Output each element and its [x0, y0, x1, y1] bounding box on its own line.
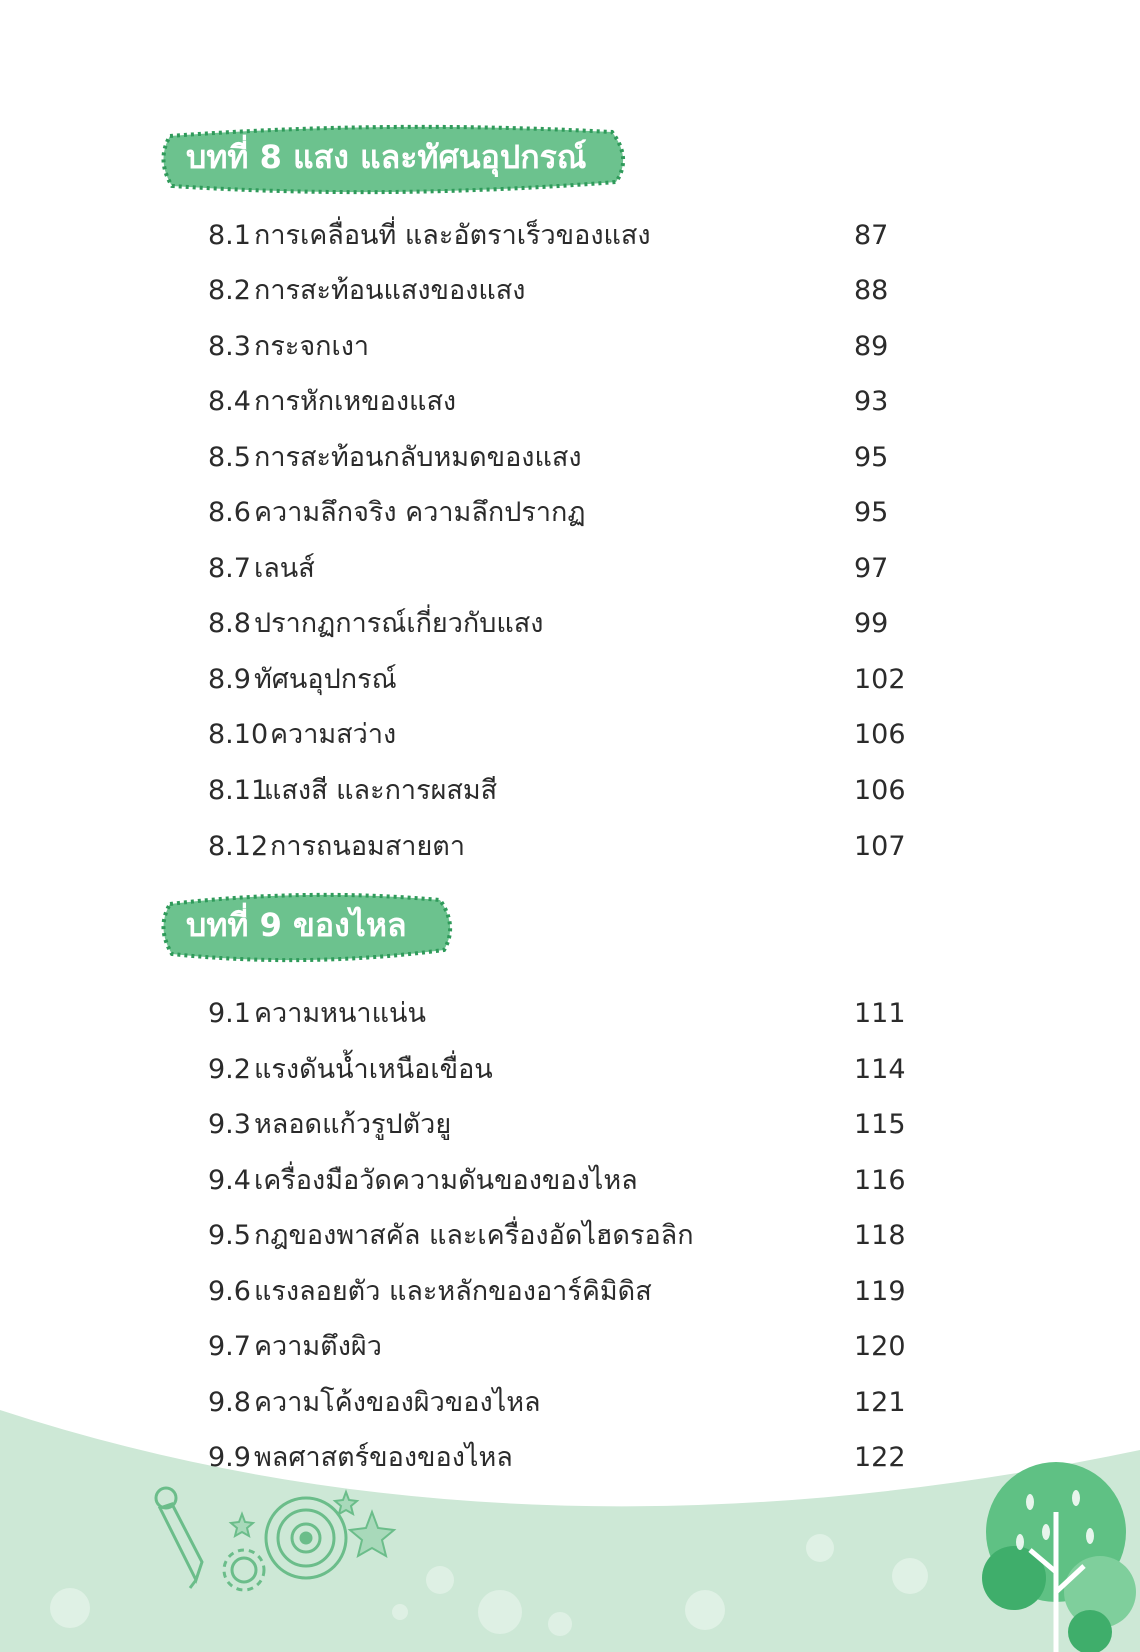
- toc-row[interactable]: [208, 216, 908, 256]
- chapter-title: บทที่ 9 ของไหล: [186, 906, 407, 944]
- toc-page-number: 120: [854, 1331, 906, 1362]
- toc-row[interactable]: [208, 1161, 908, 1201]
- toc-number: 9.5: [208, 1220, 251, 1251]
- toc-number: 8.2: [208, 275, 251, 306]
- toc-title: ความสว่าง: [270, 719, 397, 750]
- toc-title: ความโค้งของผิวของไหล: [254, 1387, 541, 1418]
- toc-page-number: 119: [854, 1276, 906, 1307]
- toc-title: การเคลื่อนที่ และอัตราเร็วของแสง: [254, 220, 651, 251]
- toc-number: 9.8: [208, 1387, 251, 1418]
- chapter-title: บทที่ 8 แสง และทัศนอุปกรณ์: [186, 138, 587, 176]
- toc-number: 9.3: [208, 1109, 251, 1140]
- toc-number: 8.7: [208, 553, 251, 584]
- pencil-icon: [156, 1488, 202, 1588]
- toc-row[interactable]: [208, 549, 908, 589]
- toc-page-number: 106: [854, 719, 906, 750]
- toc-number: 8.3: [208, 331, 251, 362]
- toc-page-number: 114: [854, 1054, 906, 1085]
- toc-row[interactable]: [208, 271, 908, 311]
- toc-row[interactable]: [208, 327, 908, 367]
- toc-number: 8.1: [208, 220, 251, 251]
- toc-title: การหักเหของแสง: [254, 386, 457, 417]
- toc-page-number: 106: [854, 775, 906, 806]
- toc-number: 9.1: [208, 998, 251, 1029]
- toc-title: ปรากฏการณ์เกี่ยวกับแสง: [254, 608, 544, 639]
- toc-number: 9.2: [208, 1054, 251, 1085]
- toc-title: แสงสี และการผสมสี: [264, 775, 498, 806]
- toc-number: 9.6: [208, 1276, 251, 1307]
- toc-page-number: 116: [854, 1165, 906, 1196]
- toc-title: การสะท้อนแสงของแสง: [254, 275, 526, 306]
- toc-page-number: 93: [854, 386, 889, 417]
- toc-page-number: 95: [854, 442, 889, 473]
- toc-title: การสะท้อนกลับหมดของแสง: [254, 442, 582, 473]
- toc-title: ทัศนอุปกรณ์: [254, 664, 397, 695]
- toc-row[interactable]: [208, 771, 908, 811]
- toc-number: 9.9: [208, 1442, 251, 1473]
- toc-title: ความลึกจริง ความลึกปรากฏ: [254, 497, 586, 528]
- toc-title: การถนอมสายตา: [270, 831, 465, 862]
- toc-number: 8.10: [208, 719, 269, 750]
- toc-row[interactable]: [208, 994, 908, 1034]
- chapter-9-banner: [156, 888, 458, 966]
- toc-number: 8.9: [208, 664, 251, 695]
- toc-page-number: 121: [854, 1387, 906, 1418]
- toc-page-number: 102: [854, 664, 906, 695]
- toc-page-number: 97: [854, 553, 889, 584]
- toc-page-number: 87: [854, 220, 889, 251]
- toc-title: ความหนาแน่น: [254, 998, 426, 1029]
- toc-row[interactable]: [208, 1216, 908, 1256]
- toc-number: 8.5: [208, 442, 251, 473]
- toc-page-number: 122: [854, 1442, 906, 1473]
- toc-row[interactable]: [208, 1327, 908, 1367]
- toc-title: ความตึงผิว: [254, 1331, 382, 1362]
- toc-page-number: 88: [854, 275, 889, 306]
- toc-row[interactable]: [208, 604, 908, 644]
- toc-row[interactable]: [208, 1438, 908, 1478]
- toc-title: แรงลอยตัว และหลักของอาร์คิมิดิส: [254, 1276, 652, 1307]
- toc-number: 8.12: [208, 831, 269, 862]
- toc-title: เครื่องมือวัดความดันของของไหล: [254, 1165, 638, 1196]
- toc-title: แรงดันน้ำเหนือเขื่อน: [254, 1054, 493, 1085]
- chapter-8-banner: [156, 120, 632, 198]
- toc-number: 8.8: [208, 608, 251, 639]
- toc-row[interactable]: [208, 493, 908, 533]
- toc-row[interactable]: [208, 1272, 908, 1312]
- toc-number: 8.6: [208, 497, 251, 528]
- toc-title: กระจกเงา: [254, 331, 370, 362]
- toc-number: 8.4: [208, 386, 251, 417]
- toc-title: เลนส์: [254, 553, 315, 584]
- toc-page-number: 115: [854, 1109, 906, 1140]
- toc-number: 9.4: [208, 1165, 251, 1196]
- toc-row[interactable]: [208, 438, 908, 478]
- toc-number: 9.7: [208, 1331, 251, 1362]
- toc-row[interactable]: [208, 382, 908, 422]
- toc-page-number: 89: [854, 331, 889, 362]
- toc-title: หลอดแก้วรูปตัวยู: [254, 1109, 452, 1140]
- toc-number: 8.11: [208, 775, 269, 806]
- toc-page-number: 111: [854, 998, 906, 1029]
- toc-title: กฎของพาสคัล และเครื่องอัดไฮดรอลิก: [254, 1220, 694, 1251]
- doodle-group: [150, 1484, 400, 1594]
- toc-page-number: 107: [854, 831, 906, 862]
- toc-row[interactable]: [208, 1050, 908, 1090]
- toc-title: พลศาสตร์ของของไหล: [254, 1442, 513, 1473]
- toc-page-number: 95: [854, 497, 889, 528]
- gear-icon: [224, 1550, 264, 1590]
- toc-row[interactable]: [208, 1105, 908, 1145]
- toc-row[interactable]: [208, 715, 908, 755]
- toc-row[interactable]: [208, 827, 908, 867]
- toc-row[interactable]: [208, 660, 908, 700]
- target-icon: [266, 1498, 346, 1578]
- tree-icon: [980, 1462, 1140, 1652]
- toc-row[interactable]: [208, 1383, 908, 1423]
- toc-page-number: 118: [854, 1220, 906, 1251]
- toc-page-number: 99: [854, 608, 889, 639]
